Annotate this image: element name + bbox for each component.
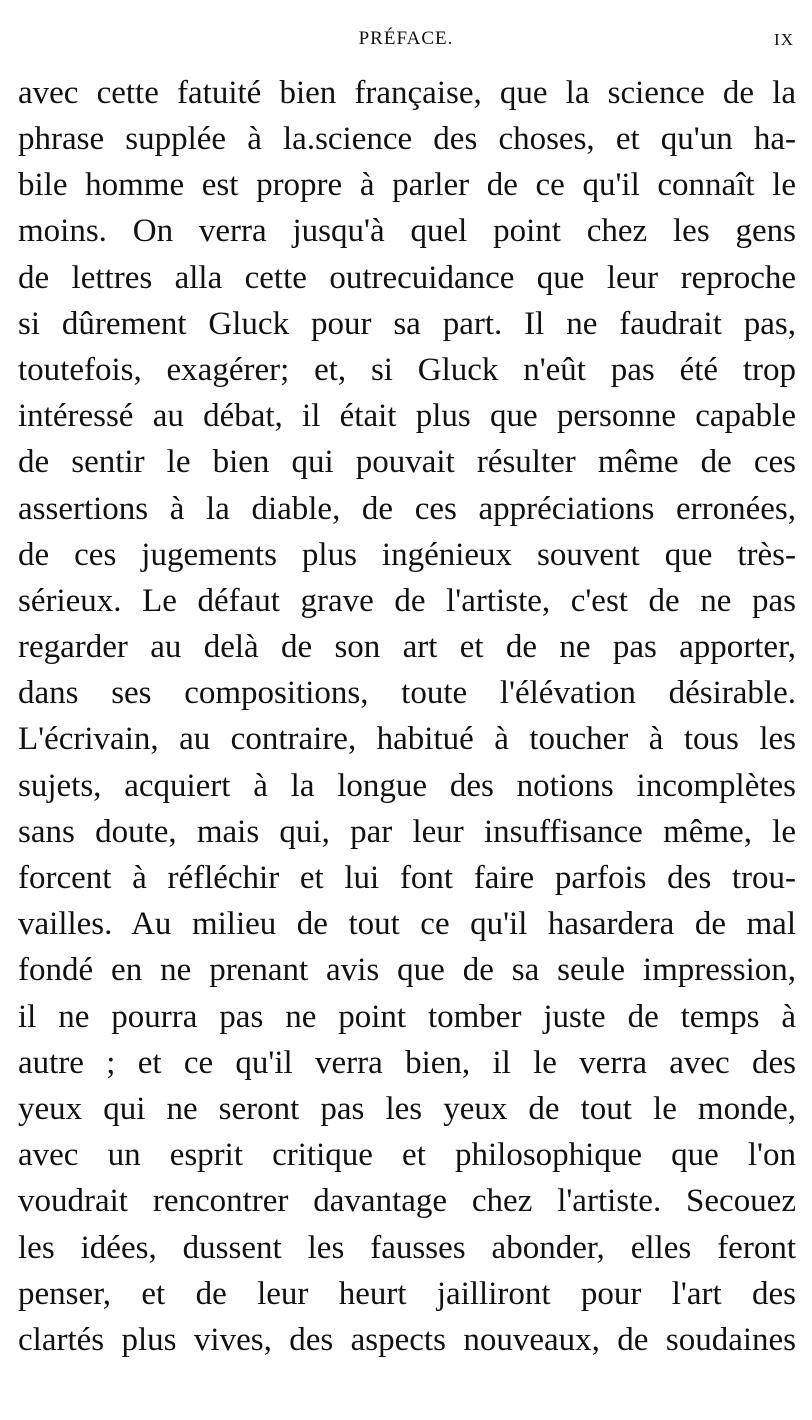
text-line: penser, et de leur heurt jailliront pour l'art des — [18, 1275, 796, 1312]
text-line: avec un esprit critique et philosophique que l'on — [18, 1137, 796, 1174]
text-line: voudrait rencontrer davantage chez l'artiste. Secouez — [18, 1183, 796, 1220]
running-head — [0, 22, 812, 52]
text-line: phrase supplée à la.science des choses, et qu'un ha- — [18, 121, 796, 157]
text-line: de sentir le bien qui pouvait résulter même de ces — [18, 444, 796, 481]
text-line: assertions à la diable, de ces appréciations erronées, — [18, 490, 796, 527]
text-line: moins. On verra jusqu'à quel point chez les gens — [18, 213, 796, 250]
text-line: dans ses compositions, toute l'élévation désirable. — [18, 675, 796, 712]
text-line: yeux qui ne seront pas les yeux de tout le monde, — [18, 1090, 796, 1127]
text-line: intéressé au débat, il était plus que personne capable — [18, 398, 796, 435]
text-line: vailles. Au milieu de tout ce qu'il hasardera de mal — [18, 906, 796, 943]
text-line: sujets, acquiert à la longue des notions incomplètes — [18, 767, 796, 804]
text-line: bile homme est propre à parler de ce qu'il connaît le — [18, 167, 796, 204]
body-text — [18, 70, 796, 1363]
text-line: il ne pourra pas ne point tomber juste de temps à — [18, 998, 796, 1035]
text-line: sérieux. Le défaut grave de l'artiste, c'est de ne pas — [18, 582, 796, 619]
text-line: regarder au delà de son art et de ne pas apporter, — [18, 629, 796, 666]
text-line: autre ; et ce qu'il verra bien, il le verra avec des — [18, 1044, 796, 1081]
running-title: PRÉFACE. — [358, 28, 454, 49]
text-line: fondé en ne prenant avis que de sa seule impression, — [18, 952, 796, 989]
text-line: si dûrement Gluck pour sa part. Il ne faudrait pas, — [18, 305, 796, 342]
text-line: sans doute, mais qui, par leur insuffisance même, le — [18, 813, 796, 850]
text-line: L'écrivain, au contraire, habitué à toucher à tous les — [18, 721, 796, 758]
text-line: avec cette fatuité bien française, que la science de la — [18, 75, 796, 111]
page-number: IX — [774, 30, 794, 49]
text-line: forcent à réfléchir et lui font faire parfois des trou- — [18, 860, 796, 896]
text-line: clartés plus vives, des aspects nouveaux, de soudaines — [18, 1321, 796, 1358]
text-line: les idées, dussent les fausses abonder, elles feront — [18, 1229, 796, 1266]
text-line: de lettres alla cette outrecuidance que leur reproche — [18, 259, 796, 296]
text-line: toutefois, exagérer; et, si Gluck n'eût pas été trop — [18, 351, 796, 388]
text-line: de ces jugements plus ingénieux souvent que très- — [18, 536, 796, 573]
